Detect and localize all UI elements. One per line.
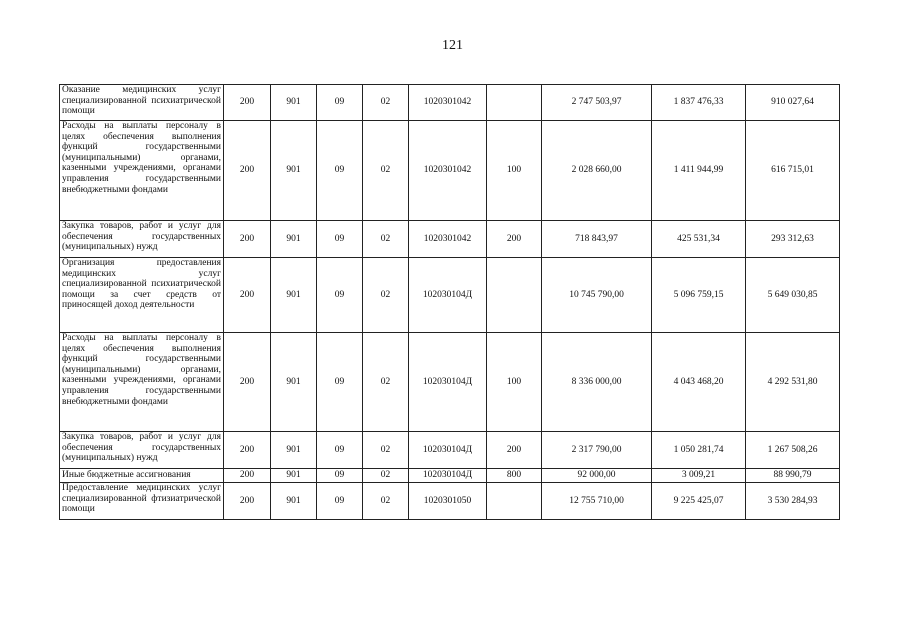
row-name-cell: Закупка товаров, работ и услуг для обеспечения государственных (муниципальных) нужд — [60, 221, 224, 258]
section-code-cell: 09 — [317, 221, 363, 258]
amount-executed-cell: 4 043 468,20 — [652, 333, 746, 432]
amount-remaining-cell: 3 530 284,93 — [746, 483, 840, 520]
section-code-cell: 09 — [317, 483, 363, 520]
admin-code-cell: 200 — [224, 333, 271, 432]
row-name-cell: Закупка товаров, работ и услуг для обеспечения государственных (муниципальных) нужд — [60, 432, 224, 469]
target-code-cell: 1020301042 — [409, 121, 487, 221]
admin-code-cell: 200 — [224, 432, 271, 469]
amount-executed-cell: 1 837 476,33 — [652, 85, 746, 121]
expense-type-cell: 100 — [487, 333, 542, 432]
subsection-code-cell: 02 — [363, 333, 409, 432]
section-code-cell: 09 — [317, 469, 363, 483]
row-name-cell: Иные бюджетные ассигнования — [60, 469, 224, 483]
amount-approved-cell: 10 745 790,00 — [542, 258, 652, 333]
table-row — [60, 85, 840, 121]
amount-approved-cell: 2 747 503,97 — [542, 85, 652, 121]
amount-executed-cell: 3 009,21 — [652, 469, 746, 483]
amount-remaining-cell: 293 312,63 — [746, 221, 840, 258]
row-name-cell: Оказание медицинских услуг специализированной психиатрической помощи — [60, 85, 224, 121]
subsection-code-cell: 02 — [363, 432, 409, 469]
amount-executed-cell: 1 411 944,99 — [652, 121, 746, 221]
table-row — [60, 333, 840, 432]
expense-type-cell — [487, 258, 542, 333]
amount-remaining-cell: 910 027,64 — [746, 85, 840, 121]
amount-remaining-cell: 4 292 531,80 — [746, 333, 840, 432]
ministry-code-cell: 901 — [271, 483, 317, 520]
ministry-code-cell: 901 — [271, 121, 317, 221]
expense-type-cell — [487, 85, 542, 121]
ministry-code-cell: 901 — [271, 85, 317, 121]
row-name-cell: Расходы на выплаты персоналу в целях обеспечения выполнения функций государственными (муниципальными) органами, казенными учреждениями, органами управления государственными внебюджетными фондами — [60, 333, 224, 432]
amount-remaining-cell: 1 267 508,26 — [746, 432, 840, 469]
amount-approved-cell: 718 843,97 — [542, 221, 652, 258]
amount-executed-cell: 9 225 425,07 — [652, 483, 746, 520]
admin-code-cell: 200 — [224, 221, 271, 258]
row-name-cell: Предоставление медицинских услуг специализированной фтизиатрической помощи — [60, 483, 224, 520]
ministry-code-cell: 901 — [271, 221, 317, 258]
admin-code-cell: 200 — [224, 121, 271, 221]
amount-approved-cell: 92 000,00 — [542, 469, 652, 483]
expense-type-cell: 100 — [487, 121, 542, 221]
table-row — [60, 221, 840, 258]
table-row — [60, 483, 840, 520]
subsection-code-cell: 02 — [363, 483, 409, 520]
budget-table — [59, 84, 840, 520]
section-code-cell: 09 — [317, 258, 363, 333]
row-name-cell: Организация предоставления медицинских услуг специализированной психиатрической помощи за счет средств от приносящей доход деятельности — [60, 258, 224, 333]
section-code-cell: 09 — [317, 85, 363, 121]
target-code-cell: 1020301050 — [409, 483, 487, 520]
target-code-cell: 102030104Д — [409, 258, 487, 333]
admin-code-cell: 200 — [224, 258, 271, 333]
amount-approved-cell: 8 336 000,00 — [542, 333, 652, 432]
target-code-cell: 1020301042 — [409, 85, 487, 121]
expense-type-cell: 200 — [487, 432, 542, 469]
table-row — [60, 258, 840, 333]
ministry-code-cell: 901 — [271, 333, 317, 432]
target-code-cell: 1020301042 — [409, 221, 487, 258]
amount-approved-cell: 12 755 710,00 — [542, 483, 652, 520]
subsection-code-cell: 02 — [363, 85, 409, 121]
amount-executed-cell: 5 096 759,15 — [652, 258, 746, 333]
subsection-code-cell: 02 — [363, 221, 409, 258]
section-code-cell: 09 — [317, 333, 363, 432]
target-code-cell: 102030104Д — [409, 333, 487, 432]
ministry-code-cell: 901 — [271, 432, 317, 469]
page-number: 121 — [442, 38, 463, 53]
expense-type-cell: 800 — [487, 469, 542, 483]
amount-remaining-cell: 5 649 030,85 — [746, 258, 840, 333]
amount-approved-cell: 2 028 660,00 — [542, 121, 652, 221]
table-row — [60, 432, 840, 469]
subsection-code-cell: 02 — [363, 258, 409, 333]
admin-code-cell: 200 — [224, 483, 271, 520]
amount-approved-cell: 2 317 790,00 — [542, 432, 652, 469]
section-code-cell: 09 — [317, 432, 363, 469]
target-code-cell: 102030104Д — [409, 432, 487, 469]
expense-type-cell: 200 — [487, 221, 542, 258]
amount-executed-cell: 425 531,34 — [652, 221, 746, 258]
amount-executed-cell: 1 050 281,74 — [652, 432, 746, 469]
row-name-cell: Расходы на выплаты персоналу в целях обеспечения выполнения функций государственными (муниципальными) органами, казенными учреждениями, органами управления государственными внебюджетными фондами — [60, 121, 224, 221]
admin-code-cell: 200 — [224, 469, 271, 483]
amount-remaining-cell: 616 715,01 — [746, 121, 840, 221]
subsection-code-cell: 02 — [363, 121, 409, 221]
expense-type-cell — [487, 483, 542, 520]
ministry-code-cell: 901 — [271, 469, 317, 483]
ministry-code-cell: 901 — [271, 258, 317, 333]
amount-remaining-cell: 88 990,79 — [746, 469, 840, 483]
subsection-code-cell: 02 — [363, 469, 409, 483]
target-code-cell: 102030104Д — [409, 469, 487, 483]
table-row — [60, 121, 840, 221]
section-code-cell: 09 — [317, 121, 363, 221]
table-row — [60, 469, 840, 483]
admin-code-cell: 200 — [224, 85, 271, 121]
